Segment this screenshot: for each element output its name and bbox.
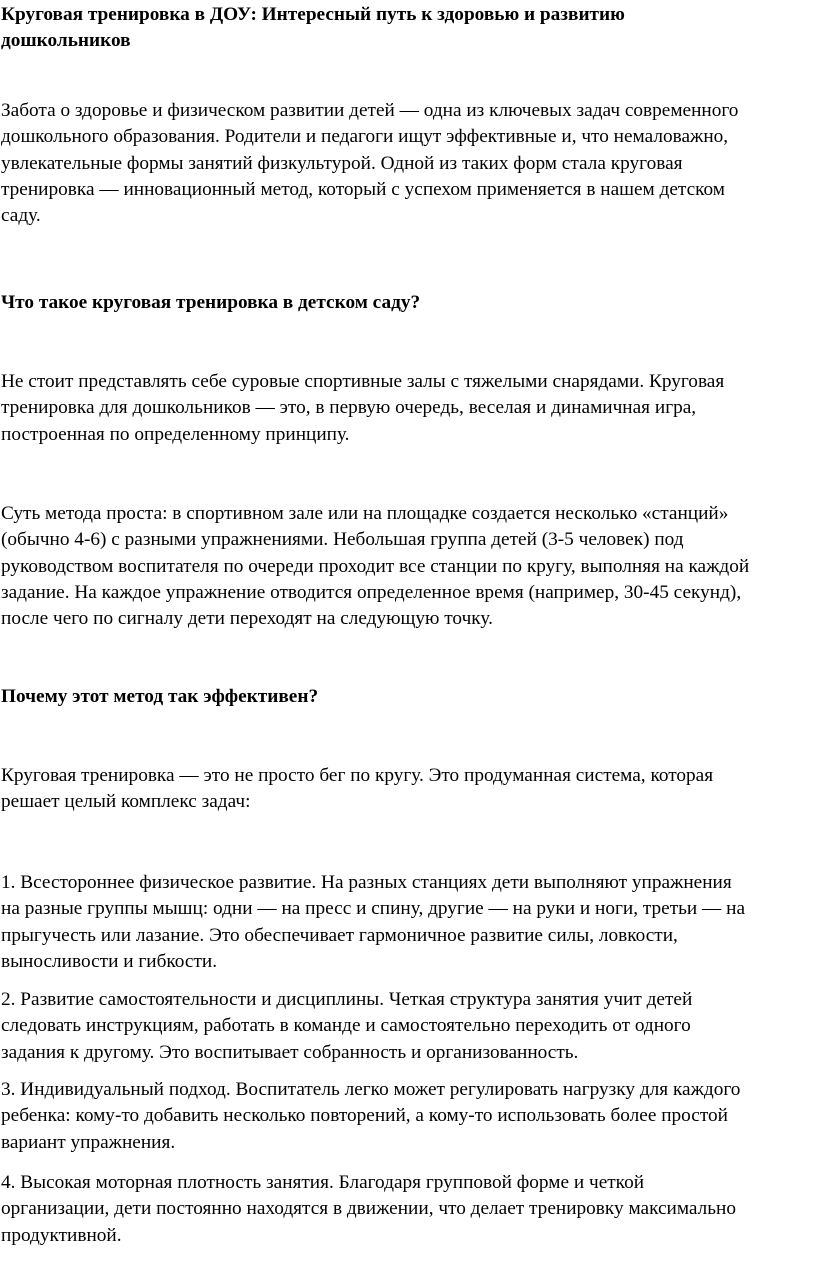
- text-line: дошкольного образования. Родители и педагоги ищут эффективные и, что немаловажно,: [1, 126, 729, 148]
- text-line: прыгучесть или лазание. Это обеспечивает гармоничное развитие силы, ловкости,: [1, 924, 678, 946]
- title-line: дошкольников: [1, 30, 131, 52]
- text-line: Забота о здоровье и физическом развитии детей — одна из ключевых задач современного: [1, 100, 739, 121]
- text-line: Суть метода проста: в спортивном зале или на площадке создается несколько «станций»: [1, 503, 729, 524]
- text-line: на разные группы мышц: одни — на пресс и спину, другие — на руки и ноги, третьи — на: [1, 898, 746, 920]
- list-item: [1, 870, 745, 975]
- paragraph: [1, 369, 724, 448]
- text-line: Не стоит представлять себе суровые спортивные залы с тяжелыми снарядами. Круговая: [1, 371, 725, 392]
- list-item: [1, 987, 692, 1066]
- paragraph: [1, 501, 749, 632]
- text-line: (обычно 4-6) с разными упражнениями. Небольшая группа детей (3-5 человек) под: [1, 529, 684, 551]
- paragraph: [1, 763, 713, 816]
- text-line: решает целый комплекс задач:: [1, 791, 251, 813]
- list-item: [1, 1170, 736, 1249]
- text-line: 2. Развитие самостоятельности и дисциплины. Четкая структура занятия учит детей: [1, 989, 693, 1010]
- intro-paragraph: [1, 98, 738, 229]
- text-line: построенная по определенному принципу.: [1, 423, 350, 445]
- text-line: вариант упражнения.: [1, 1131, 176, 1153]
- text-line: ребенка: кому-то добавить несколько повторений, а кому-то использовать более простой: [1, 1105, 728, 1127]
- text-line: продуктивной.: [1, 1224, 122, 1246]
- text-line: задания к другому. Это воспитывает собранность и организованность.: [1, 1041, 579, 1063]
- text-line: саду.: [1, 205, 41, 227]
- section-heading: Почему этот метод так эффективен?: [1, 686, 319, 707]
- text-line: Круговая тренировка — это не просто бег по кругу. Это продуманная система, которая: [1, 765, 714, 786]
- title-line: Круговая тренировка в ДОУ: Интересный путь к здоровью и развитию: [1, 4, 625, 25]
- text-line: руководством воспитателя по очереди проходит все станции по кругу, выполняя на каждой: [1, 555, 750, 577]
- list-item: [1, 1077, 740, 1156]
- text-line: следовать инструкциям, работать в команде и самостоятельно переходить от одного: [1, 1015, 691, 1037]
- text-line: выносливости и гибкости.: [1, 950, 218, 972]
- text-line: 3. Индивидуальный подход. Воспитатель легко может регулировать нагрузку для каждого: [1, 1079, 741, 1100]
- text-line: организации, дети постоянно находятся в движении, что делает тренировку максимально: [1, 1198, 737, 1220]
- section-heading: Что такое круговая тренировка в детском саду?: [1, 292, 421, 313]
- text-line: тренировка для дошкольников — это, в первую очередь, веселая и динамичная игра,: [1, 397, 697, 419]
- text-line: 4. Высокая моторная плотность занятия. Благодаря групповой форме и четкой: [1, 1172, 645, 1193]
- text-line: после чего по сигналу дети переходят на следующую точку.: [1, 608, 493, 630]
- text-line: тренировка — инновационный метод, который с успехом применяется в нашем детском: [1, 178, 726, 200]
- text-line: 1. Всестороннее физическое развитие. На разных станциях дети выполняют упражнения: [1, 872, 732, 893]
- page-title: [1, 2, 625, 55]
- text-line: увлекательные формы занятий физкультурой. Одной из таких форм стала круговая: [1, 152, 683, 174]
- text-line: задание. На каждое упражнение отводится определенное время (например, 30-45 секунд),: [1, 581, 742, 603]
